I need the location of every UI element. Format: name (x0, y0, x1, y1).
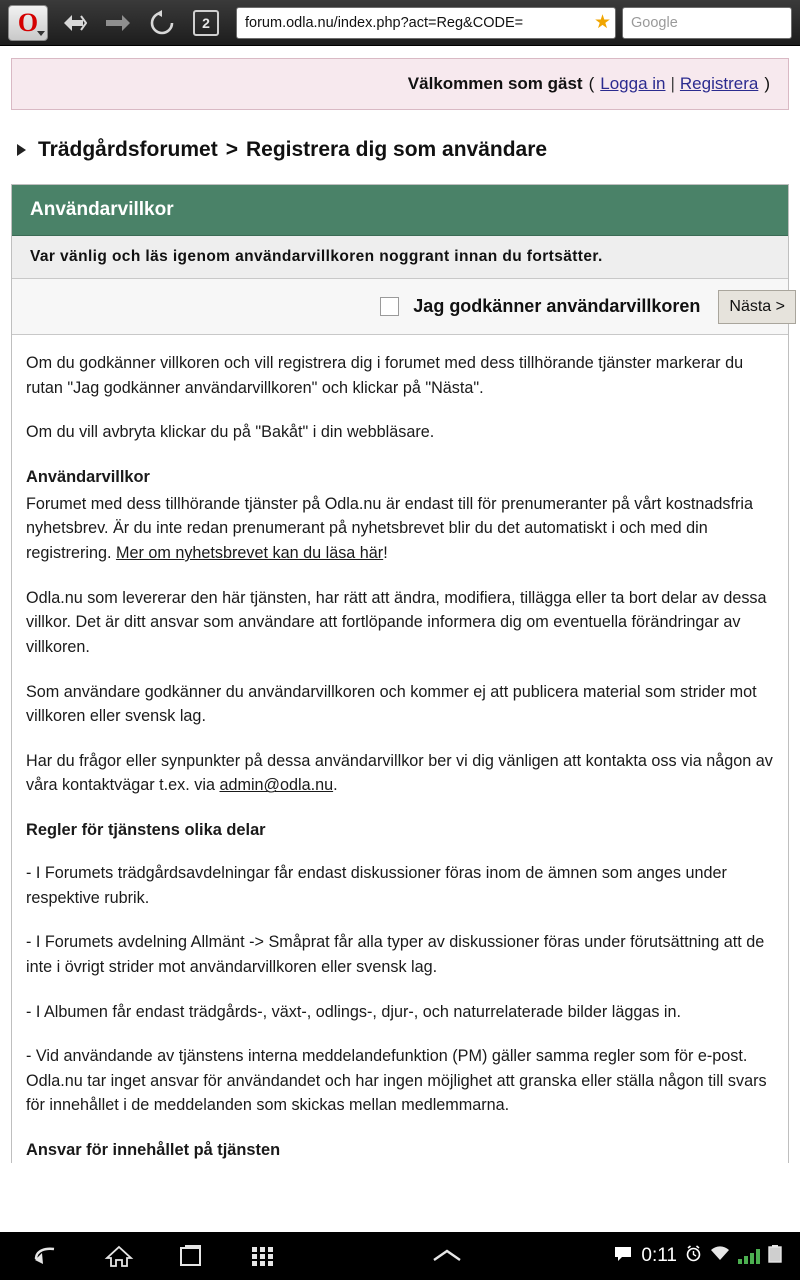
agree-label: Jag godkänner användarvillkoren (413, 296, 701, 316)
terms-paragraph-5: Som användare godkänner du användarvillkoren och kommer ej att publicera material som strider mot villkoren eller svensk lag. (26, 682, 757, 726)
tabs-button[interactable] (184, 5, 228, 41)
terms-p3-text: Forumet med dess tillhörande tjänster på Odla.nu är endast till för prenumeranter på vårt kostnadsfria nyhetsbrev. Är du inte redan prenumerant på nyhetsbrevet blir du det automatiskt i och med din registrering. (26, 494, 754, 563)
terms-paragraph-6 (26, 749, 774, 798)
address-bar[interactable] (236, 7, 616, 39)
android-home-icon[interactable] (102, 1239, 136, 1273)
forward-button[interactable] (96, 5, 140, 41)
web-page (0, 46, 800, 1232)
welcome-bar (11, 58, 789, 110)
terms-p6-text: Har du frågor eller synpunkter på dessa användarvillkor ber vi dig vänligen att kontakta oss via någon av våra kontaktvägar t.ex. via (26, 751, 773, 795)
login-link[interactable]: Logga in (600, 74, 666, 93)
agree-row (12, 279, 788, 335)
paren-close: ) (764, 74, 770, 93)
message-icon (613, 1246, 633, 1267)
terms-body (12, 335, 788, 1163)
wifi-icon (710, 1246, 730, 1267)
breadcrumb-separator: > (225, 138, 238, 161)
terms-rule-2: - I Forumets avdelning Allmänt -> Småprat får alla typer av diskussioner föras under förutsättning att de inte i övrigt strider mot användarvillkoren eller svensk lag. (26, 933, 765, 976)
breadcrumb (11, 138, 789, 162)
android-recents-icon[interactable] (174, 1239, 208, 1273)
search-input[interactable] (622, 7, 792, 39)
opera-logo-icon: O (17, 7, 39, 37)
opera-menu-button[interactable] (8, 5, 48, 41)
register-link[interactable]: Registrera (679, 74, 759, 93)
status-tray[interactable] (613, 1245, 790, 1268)
android-apps-icon[interactable] (246, 1239, 280, 1273)
terms-paragraph-2: Om du vill avbryta klickar du på "Bakåt" i din webbläsare. (26, 423, 435, 442)
terms-paragraph-3 (26, 492, 774, 566)
admin-email-link[interactable]: admin@odla.nu (219, 776, 334, 795)
agree-checkbox[interactable] (380, 297, 399, 316)
clock-label: 0:11 (641, 1245, 677, 1266)
terms-paragraph-4: Odla.nu som levererar den här tjänsten, har rätt att ändra, modifiera, tillägga eller ta bort delar av dessa villkor. Det är ditt ansvar som användare att fortlöpande informera dig om eventuella förändringar av villkoren. (26, 588, 767, 656)
terms-p6-end: . (333, 776, 338, 795)
next-button[interactable]: Nästa > (718, 290, 796, 324)
terms-rule-3: - I Albumen får endast trädgårds-, växt-, odlings-, djur-, och naturrelaterade bilder läggas in. (26, 1002, 682, 1021)
reload-button[interactable] (140, 5, 184, 41)
url-text: forum.odla.nu/index.php?act=Reg&CODE= (245, 14, 524, 31)
paren-open: ( (588, 74, 595, 93)
back-button[interactable] (52, 5, 96, 41)
breadcrumb-arrow-icon (17, 144, 26, 156)
system-navigation-bar (0, 1232, 800, 1280)
tab-count-badge: 2 (193, 10, 219, 36)
page-title: Registrera dig som användare (245, 138, 548, 161)
terms-rule-1: - I Forumets trädgårdsavdelningar får endast diskussioner föras inom de ämnen som anges under respektive rubrik. (26, 864, 727, 907)
battery-icon (768, 1245, 782, 1268)
terms-rule-4: - Vid användande av tjänstens interna meddelandefunktion (PM) gäller samma regler som för e-post. Odla.nu tar inget ansvar för användandet och har ingen möjlighet att granska eller ställa någon till svars för innehållet i de meddelanden som skickas mellan medlemmarna. (26, 1047, 767, 1115)
welcome-greeting: Välkommen som gäst (407, 74, 583, 93)
breadcrumb-root-link[interactable]: Trädgårdsforumet (38, 138, 218, 161)
chevron-down-icon (37, 31, 45, 36)
link-divider: | (670, 74, 675, 93)
newsletter-link[interactable]: Mer om nyhetsbrevet kan du läsa här (115, 544, 384, 563)
alarm-icon (685, 1245, 702, 1267)
panel-note: Var vänlig och läs igenom användarvillkoren noggrant innan du fortsätter. (12, 236, 788, 279)
star-icon[interactable]: ★ (593, 12, 611, 33)
android-back-icon[interactable] (30, 1239, 64, 1273)
browser-toolbar (0, 0, 800, 46)
android-expand-icon[interactable] (430, 1239, 464, 1273)
terms-paragraph-1: Om du godkänner villkoren och vill registrera dig i forumet med dess tillhörande tjänster markerar du rutan "Jag godkänner användarvillkoren" och klickar på "Nästa". (26, 354, 744, 397)
terms-heading-ansvar: Ansvar för innehållet på tjänsten (26, 1141, 281, 1159)
terms-heading-anvandarvillkor: Användarvillkor (26, 467, 150, 486)
terms-p3-end: ! (383, 544, 388, 563)
signal-icon (738, 1248, 760, 1264)
terms-panel (11, 184, 789, 1163)
search-placeholder: Google (631, 14, 678, 31)
navbar-spacer (280, 1239, 613, 1273)
terms-heading-regler: Regler för tjänstens olika delar (26, 821, 266, 840)
panel-title: Användarvillkor (12, 185, 788, 236)
